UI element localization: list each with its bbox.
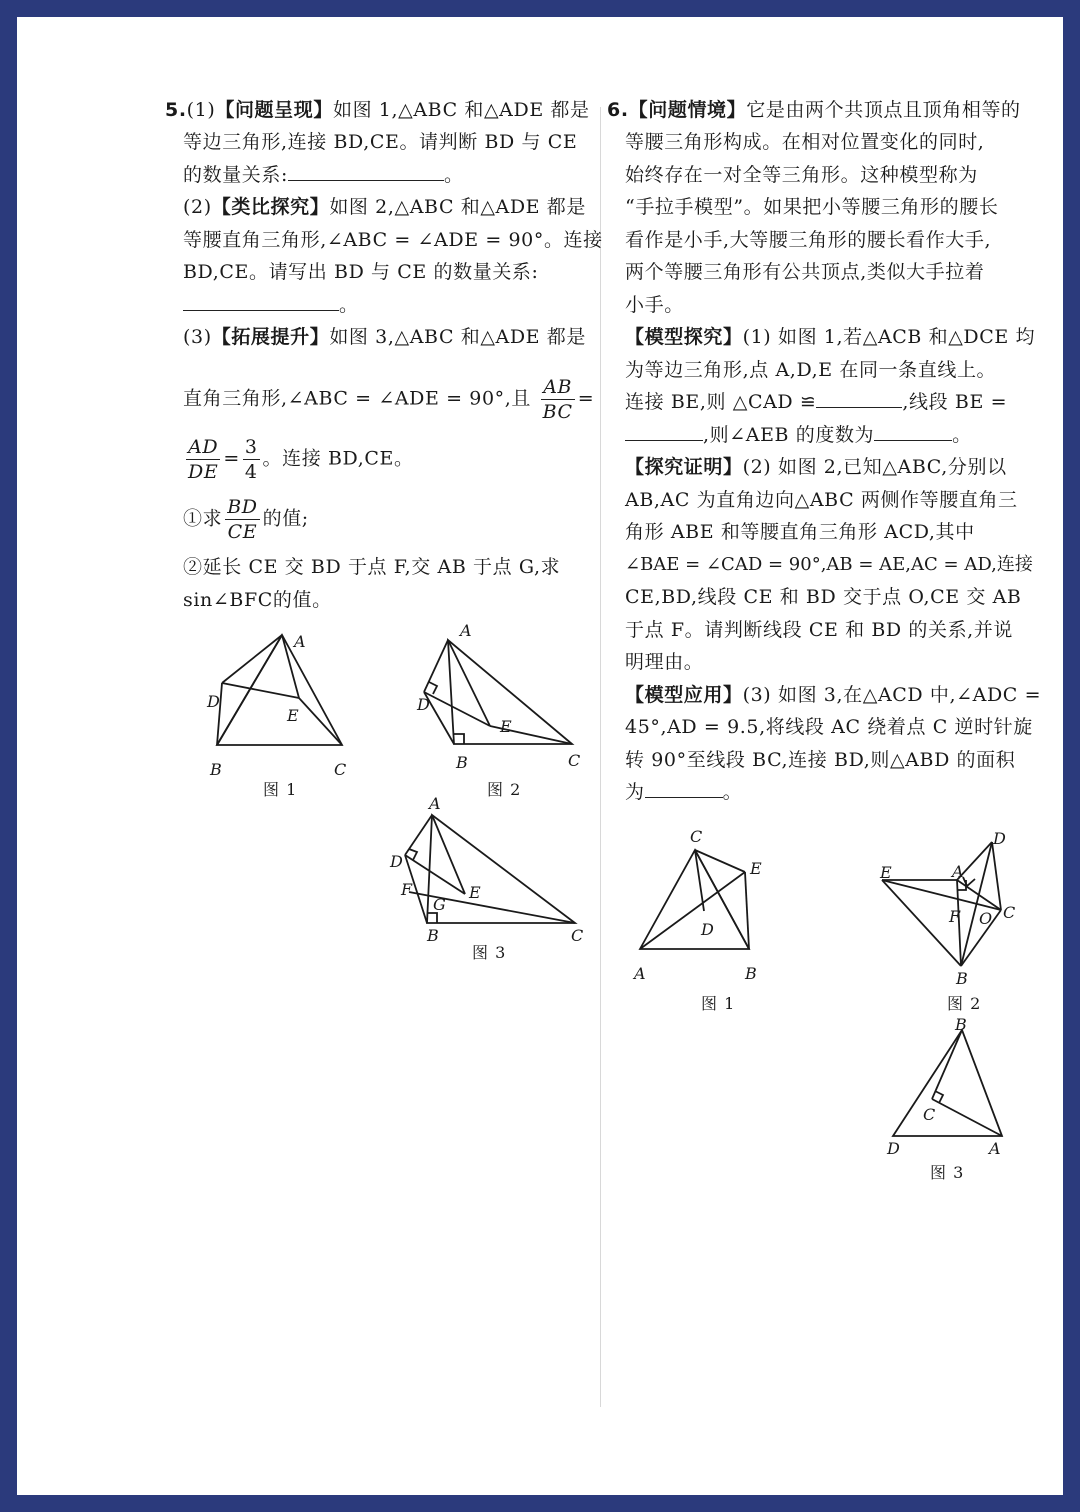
equals-sign: =	[577, 387, 595, 410]
equals-sign: =	[223, 447, 240, 470]
q5-line-6: BD,CE。请写出 BD 与 CE 的数量关系:	[183, 261, 539, 283]
label-b: B	[745, 964, 757, 983]
fraction-ab-bc	[541, 375, 575, 424]
q6-text: (2) 如图 2,已知△ABC,分别以	[742, 456, 1007, 478]
label-e: E	[750, 859, 762, 878]
q6-line-14: 角形 ABE 和等腰直角三角形 ACD,其中	[625, 521, 975, 543]
segment-ae	[640, 872, 745, 949]
q5-line-4	[183, 194, 586, 220]
label-d: D	[207, 692, 220, 711]
q6-text: (3) 如图 3,在△ACD 中,∠ADC =	[742, 684, 1042, 706]
label-b: B	[956, 969, 968, 988]
segment-ad	[222, 635, 282, 683]
label-d: D	[887, 1139, 900, 1158]
fraction-denominator: 4	[244, 461, 258, 483]
q6-text: 它是由两个共顶点且顶角相等的	[746, 99, 1021, 121]
q6-line-18: 明理由。	[625, 651, 704, 673]
q6-congruent-prompt: 连接 BE,则 △CAD ≌	[625, 391, 817, 413]
label-a: A	[460, 621, 472, 640]
q6-line-1	[607, 97, 1021, 123]
q6-answer1-blank[interactable]	[816, 389, 902, 408]
q5-part3-text: 如图 3,△ABC 和△ADE 都是	[329, 326, 586, 348]
q6-tag-proof: 【探究证明】	[625, 456, 743, 478]
fraction-denominator: BC	[542, 401, 573, 423]
q6-line-22	[625, 779, 742, 805]
label-a: A	[294, 632, 306, 651]
label-b: B	[456, 753, 468, 772]
q6-punct: 。	[722, 781, 743, 803]
q5-subq-1	[183, 495, 309, 544]
label-c: C	[1003, 903, 1016, 922]
q6-line-6: 两个等腰三角形有公共顶点,类似大手拉着	[625, 261, 985, 283]
q6-line-13: AB,AC 为直角边向△ABC 两侧作等腰直角三	[625, 489, 1018, 511]
q5-line-1	[165, 97, 590, 123]
q5-subq-2b: sin∠BFC的值。	[183, 589, 332, 611]
label-c: C	[334, 760, 347, 779]
label-c: C	[690, 827, 703, 846]
q5-part2-text: 如图 2,△ABC 和△ADE 都是	[329, 196, 586, 218]
fraction-numerator: 3	[244, 436, 258, 458]
q5-line-3	[183, 162, 464, 188]
q5-tag-analogy: 【类比探究】	[211, 196, 330, 218]
segment-ae	[448, 640, 490, 726]
segment-dc	[992, 842, 1001, 910]
label-g: G	[433, 895, 446, 914]
q6-text: (1) 如图 1,若△ACB 和△DCE 均	[742, 326, 1036, 348]
q5-figure-1	[202, 617, 372, 777]
q6-line-15: ∠BAE = ∠CAD = 90°,AB = AE,AC = AD,连接	[625, 554, 1033, 575]
label-e: E	[287, 706, 299, 725]
q6-tag-explore: 【模型探究】	[625, 326, 743, 348]
q5-part2-label: (2)	[183, 196, 212, 218]
q6-answer3-blank[interactable]	[874, 422, 952, 441]
label-d: D	[701, 920, 714, 939]
fraction-numerator: AB	[541, 375, 575, 400]
q6-line-16: CE,BD,线段 CE 和 BD 交于点 O,CE 交 AB	[625, 586, 1022, 608]
label-d: D	[993, 829, 1006, 848]
q6-be-prompt: ,线段 BE =	[902, 391, 1008, 413]
label-b: B	[427, 926, 439, 945]
fraction-numerator: AD	[186, 435, 220, 460]
q6-figure-1	[632, 827, 782, 983]
segment-eb	[745, 872, 749, 949]
q6-figure-3	[877, 1012, 1017, 1162]
triangle-acb	[640, 850, 749, 949]
label-o: O	[979, 909, 993, 928]
q6-line-21: 转 90°至线段 BC,连接 BD,则△ABD 的面积	[625, 749, 1016, 771]
fraction-bd-ce	[225, 495, 259, 544]
subq1-prefix: ①求	[183, 507, 223, 530]
segment-ce	[695, 850, 745, 872]
q5-answer1-blank[interactable]	[288, 162, 444, 181]
q6-line-4: “手拉手模型”。如果把小等腰三角形的腰长	[625, 196, 999, 218]
q5-answer2-blank[interactable]	[183, 292, 339, 311]
segment-ad	[424, 640, 448, 692]
segment-ca	[932, 1099, 1002, 1136]
q5-line-9	[183, 375, 594, 424]
label-e: E	[469, 883, 481, 902]
q5-subq-2a: ②延长 CE 交 BD 于点 F,交 AB 于点 G,求	[183, 556, 561, 578]
q6-line-11	[625, 422, 972, 448]
right-angle-mark-b	[454, 734, 464, 744]
label-d: D	[417, 695, 430, 714]
segment-ab	[217, 635, 282, 745]
q5-tag-extension: 【拓展提升】	[211, 326, 330, 348]
fraction-denominator: CE	[227, 521, 258, 543]
q5-line-2: 等边三角形,连接 BD,CE。请判断 BD 与 CE	[183, 131, 578, 153]
q5-figure-2	[412, 622, 592, 772]
column-divider	[600, 107, 601, 1407]
q5-number: 5.	[165, 99, 187, 121]
q5-line-10	[183, 435, 414, 484]
q5-line-5: 等腰直角三角形,∠ABC = ∠ADE = 90°。连接	[183, 229, 603, 251]
q6-punct: 。	[952, 424, 972, 446]
q6-caption-1: 图 1	[701, 994, 736, 1013]
q5-punct: 。	[444, 164, 464, 186]
triangle-abc	[427, 815, 575, 923]
q6-figure-2	[877, 829, 1027, 988]
segment-bc	[932, 1030, 962, 1099]
worksheet-page	[17, 17, 1063, 1495]
q6-line-2: 等腰三角形构成。在相对位置变化的同时,	[625, 131, 985, 153]
label-e: E	[880, 863, 892, 882]
label-a: A	[429, 794, 441, 813]
q6-line-19	[625, 682, 1041, 708]
q6-line-12	[625, 454, 1007, 480]
q6-caption-3: 图 3	[930, 1163, 965, 1182]
q5-part1-text: 如图 1,△ABC 和△ADE 都是	[332, 99, 590, 121]
segment-db	[961, 842, 992, 966]
q5-answer1-prompt: 的数量关系:	[183, 164, 289, 186]
q5-part1-label: (1)	[186, 99, 216, 121]
label-d: D	[390, 852, 403, 871]
fraction-numerator: BD	[227, 496, 258, 518]
q6-line-7: 小手。	[625, 294, 684, 316]
q6-line-3: 始终存在一对全等三角形。这种模型称为	[625, 164, 978, 186]
q6-tag-application: 【模型应用】	[625, 684, 743, 706]
q6-answer4-blank[interactable]	[645, 779, 723, 798]
q5-caption-3: 图 3	[472, 943, 507, 962]
label-c: C	[923, 1105, 936, 1124]
label-b: B	[210, 760, 222, 779]
q6-area-prompt: 为	[625, 781, 645, 803]
fraction-3-4	[243, 435, 260, 484]
q6-line-17: 于点 F。请判断线段 CE 和 BD 的关系,并说	[625, 619, 1014, 641]
q5-connect-text: 。连接 BD,CE。	[262, 447, 414, 470]
q6-line-20: 45°,AD = 9.5,将线段 AC 绕着点 C 逆时针旋	[625, 716, 1033, 738]
q6-angle-prompt: ,则∠AEB 的度数为	[703, 424, 875, 446]
label-c: C	[568, 751, 581, 770]
q6-tag-context: 【问题情境】	[628, 99, 747, 121]
q5-line-7	[183, 292, 359, 318]
q5-caption-2: 图 2	[487, 780, 522, 799]
fraction-denominator: DE	[188, 461, 219, 483]
triangle-bda	[893, 1030, 1002, 1136]
fraction-ad-de	[186, 435, 220, 484]
q6-line-5: 看作是小手,大等腰三角形的腰长看作大手,	[625, 229, 992, 251]
q6-number: 6.	[607, 99, 629, 121]
segment-de	[222, 683, 299, 698]
label-a: A	[634, 964, 646, 983]
subq1-suffix: 的值;	[262, 507, 309, 530]
label-a: A	[989, 1139, 1001, 1158]
q5-figure-3	[387, 794, 587, 947]
label-f: F	[949, 907, 961, 926]
q6-line-8	[625, 324, 1035, 350]
q5-punct: 。	[339, 294, 359, 316]
label-a: A	[952, 862, 964, 881]
q6-answer2-blank[interactable]	[625, 422, 703, 441]
q5-right-angle-text: 直角三角形,∠ABC = ∠ADE = 90°,且	[183, 387, 531, 410]
q5-line-8	[183, 324, 586, 350]
right-angle-mark-d	[429, 682, 437, 694]
right-angle-mark-b	[427, 913, 437, 923]
q6-line-9: 为等边三角形,点 A,D,E 在同一条直线上。	[625, 359, 997, 381]
q5-part3-label: (3)	[183, 326, 212, 348]
label-c: C	[571, 926, 584, 945]
q6-line-10	[625, 389, 1007, 415]
label-b: B	[955, 1015, 967, 1034]
triangle-abc	[217, 635, 342, 745]
segment-ec	[882, 880, 1001, 910]
label-f: F	[401, 880, 413, 899]
label-e: E	[500, 717, 512, 736]
q5-tag-problem: 【问题呈现】	[215, 99, 333, 121]
q6-caption-2: 图 2	[947, 994, 982, 1013]
q5-caption-1: 图 1	[263, 780, 298, 799]
